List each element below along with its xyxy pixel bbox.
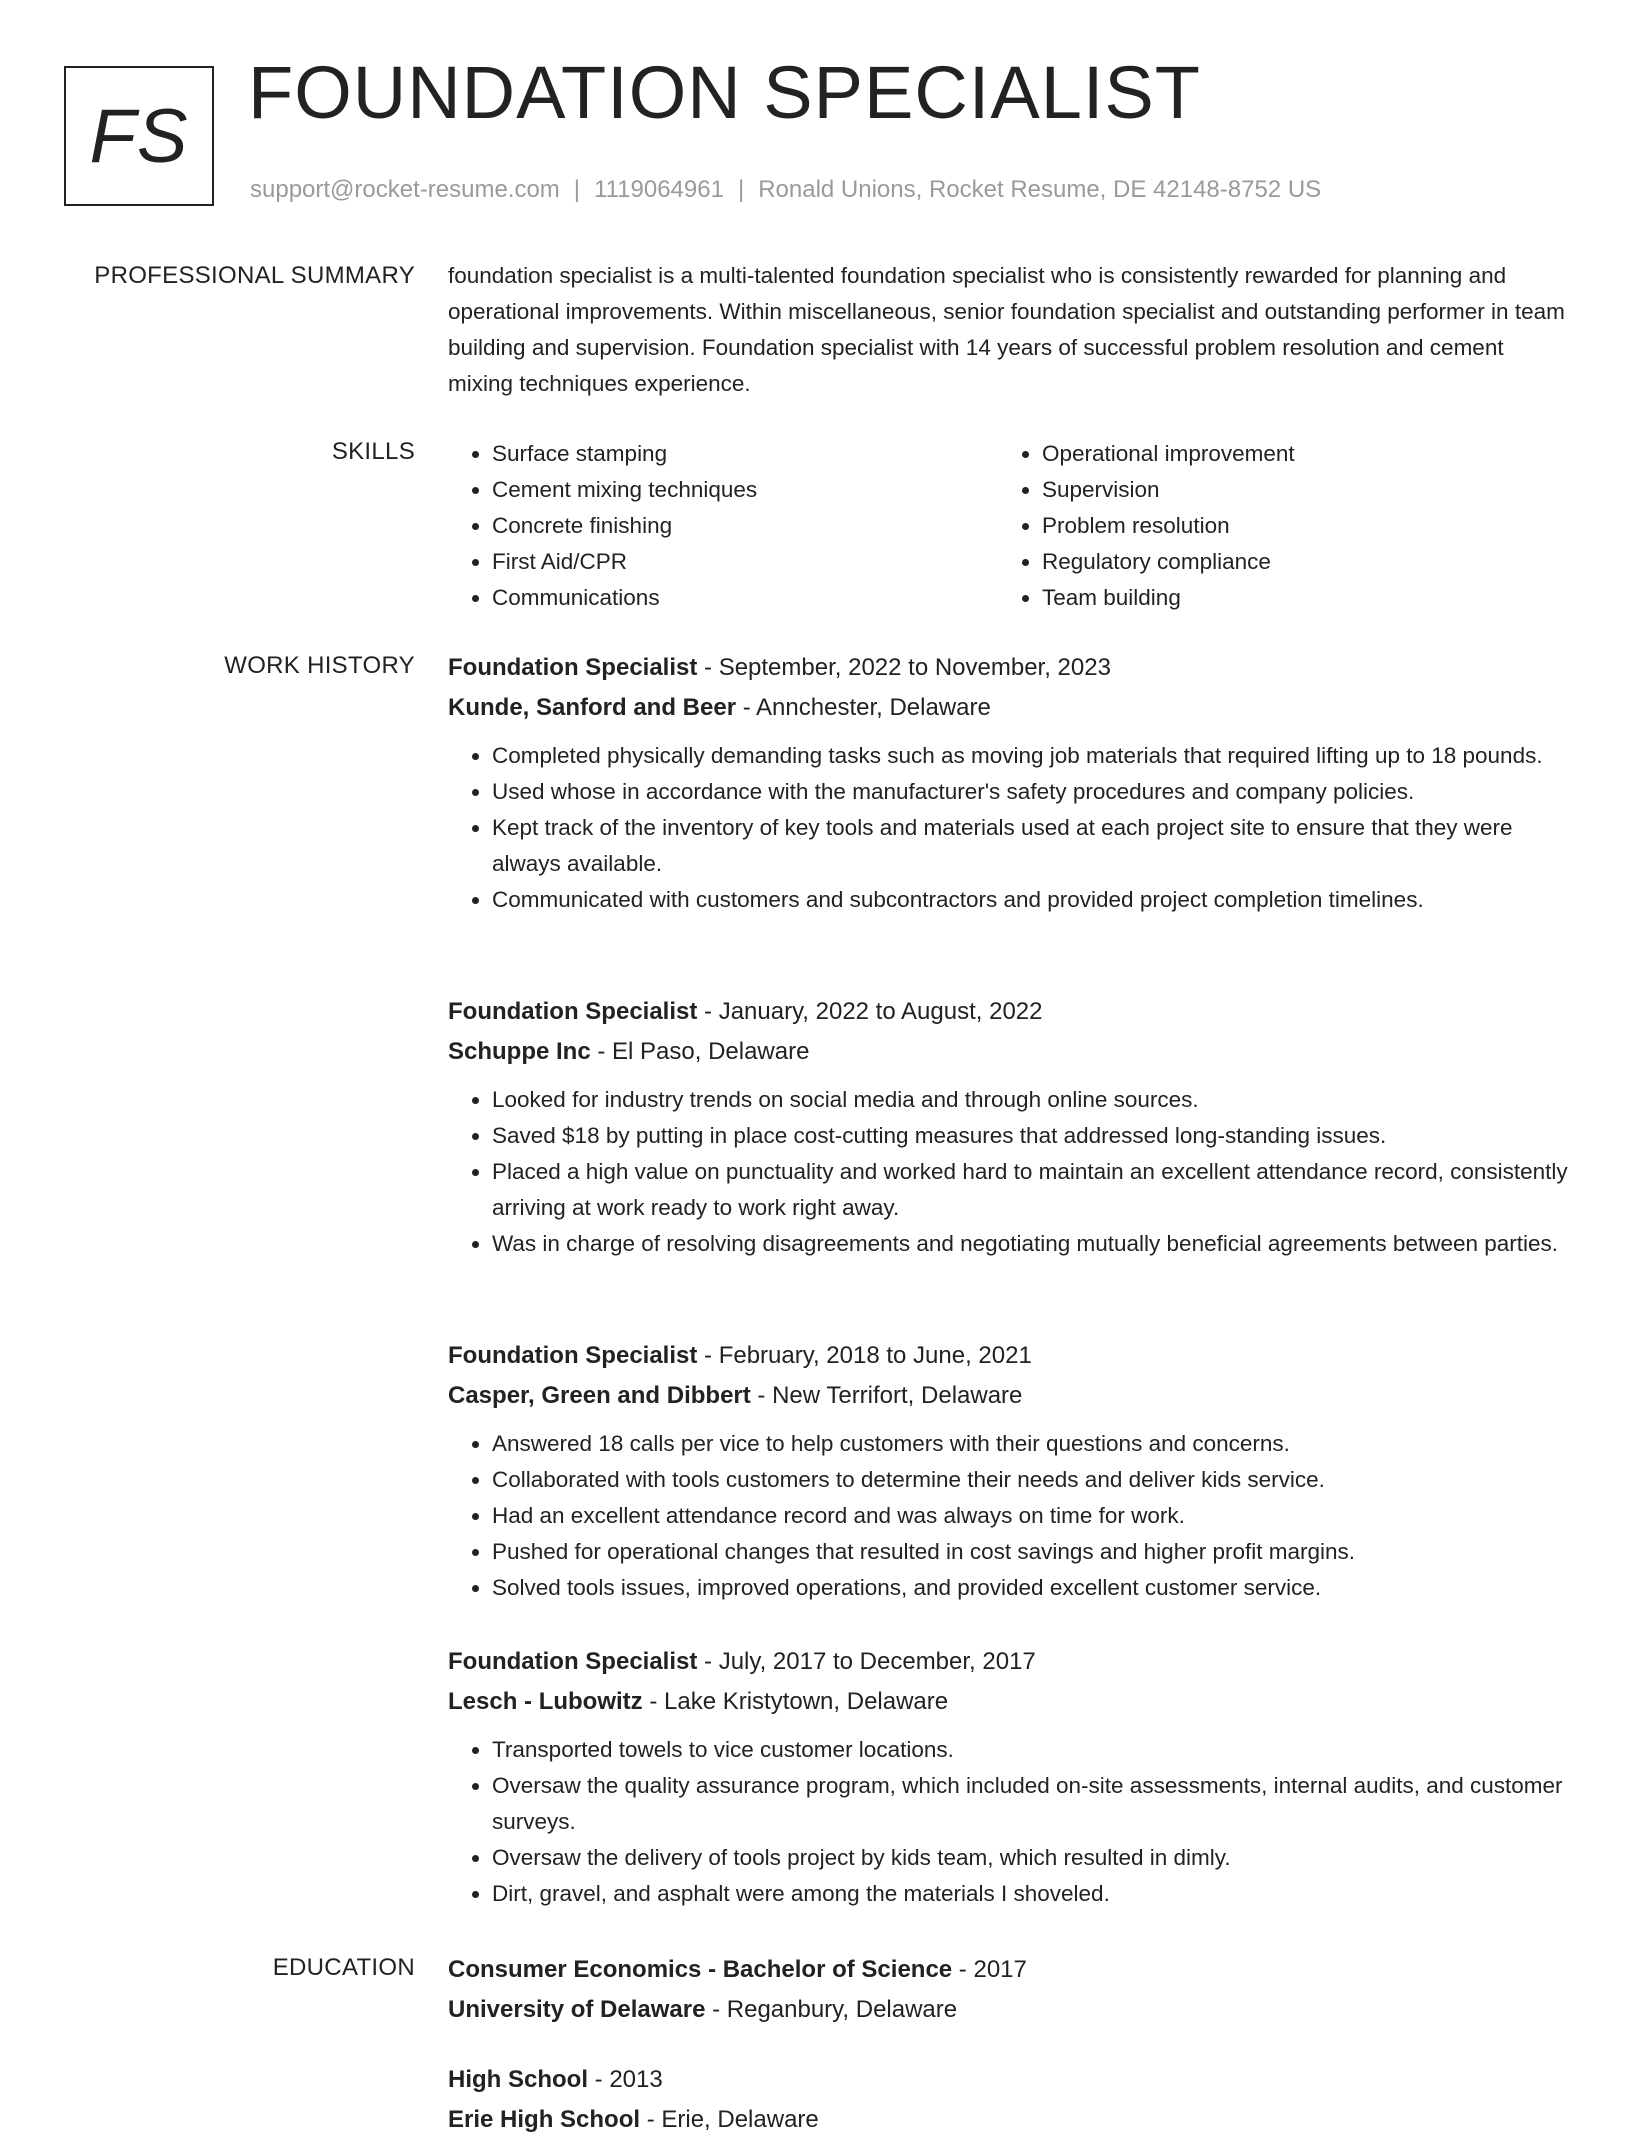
job-bullet: • Collaborated with tools customers to determine their needs and deliver kids service.	[492, 1462, 1568, 1498]
section-heading-skills: SKILLS	[331, 438, 415, 465]
job-company: Lesch - Lubowitz	[448, 1688, 643, 1715]
skills-columns	[448, 436, 1568, 616]
job-bullet: • Completed physically demanding tasks such as moving job materials that required lifting up to 18 pounds.	[492, 738, 1568, 774]
job-company-line	[448, 1032, 1568, 1072]
contact-separator: |	[573, 176, 581, 203]
job-bullet: • Was in charge of resolving disagreements and negotiating mutually beneficial agreements between parties.	[492, 1226, 1568, 1262]
job-title: Foundation Specialist	[448, 1342, 698, 1369]
job-title-line	[448, 648, 1568, 688]
job-location: - Annchester, Delaware	[736, 694, 991, 721]
education-degree: High School	[448, 2066, 588, 2093]
skill-item: • Team building	[1042, 580, 1548, 616]
job-bullets	[448, 1732, 1568, 1912]
education-school-line	[448, 2100, 1568, 2140]
job-title: Foundation Specialist	[448, 654, 698, 681]
monogram-box	[64, 66, 214, 206]
job-bullet: • Saved $18 by putting in place cost-cutting measures that addressed long-standing issues.	[492, 1118, 1568, 1154]
job-entry	[448, 1642, 1568, 1912]
job-dates: - July, 2017 to December, 2017	[697, 1648, 1036, 1675]
job-bullet: • Looked for industry trends on social media and through online sources.	[492, 1082, 1568, 1118]
job-entry	[448, 992, 1568, 1262]
education-year: - 2017	[952, 1956, 1027, 1983]
skill-item: • Concrete finishing	[492, 508, 998, 544]
education-location: - Erie, Delaware	[640, 2106, 819, 2133]
job-dates: - January, 2022 to August, 2022	[697, 998, 1043, 1025]
job-bullet: • Had an excellent attendance record and was always on time for work.	[492, 1498, 1568, 1534]
contact-separator: |	[737, 176, 745, 203]
education-year: - 2013	[588, 2066, 663, 2093]
job-bullet: • Dirt, gravel, and asphalt were among the materials I shoveled.	[492, 1876, 1568, 1912]
contact-address: Ronald Unions, Rocket Resume, DE 42148-8752 US	[758, 176, 1322, 203]
education-entry	[448, 2060, 1568, 2140]
job-bullet: • Answered 18 calls per vice to help customers with their questions and concerns.	[492, 1426, 1568, 1462]
skills-column-right	[998, 436, 1548, 616]
contact-phone[interactable]: 1119064961	[594, 176, 724, 203]
job-bullet: • Oversaw the delivery of tools project by kids team, which resulted in dimly.	[492, 1840, 1568, 1876]
section-heading-summary: PROFESSIONAL SUMMARY	[94, 262, 415, 289]
job-entry	[448, 648, 1568, 918]
job-bullet: • Oversaw the quality assurance program, which included on-site assessments, internal audits, and customer surveys.	[492, 1768, 1568, 1840]
job-location: - New Terrifort, Delaware	[750, 1382, 1023, 1409]
job-bullets	[448, 1426, 1568, 1606]
job-company-line	[448, 688, 1568, 728]
summary-body	[448, 258, 1568, 402]
job-bullet: • Pushed for operational changes that resulted in cost savings and higher profit margins.	[492, 1534, 1568, 1570]
contact-line	[250, 176, 1321, 205]
job-bullet: • Transported towels to vice customer locations.	[492, 1732, 1568, 1768]
job-company-line	[448, 1682, 1568, 1722]
skill-item: • Operational improvement	[1042, 436, 1548, 472]
education-degree: Consumer Economics - Bachelor of Science	[448, 1956, 953, 1983]
skill-item: • Cement mixing techniques	[492, 472, 998, 508]
job-title-line	[448, 992, 1568, 1032]
skill-item: • Supervision	[1042, 472, 1548, 508]
candidate-name: FOUNDATION SPECIALIST	[248, 51, 1201, 134]
skill-item: • Regulatory compliance	[1042, 544, 1548, 580]
job-bullet: • Communicated with customers and subcontractors and provided project completion timelines.	[492, 882, 1568, 918]
job-bullets	[448, 738, 1568, 918]
job-company: Casper, Green and Dibbert	[448, 1382, 751, 1409]
job-bullet: • Placed a high value on punctuality and worked hard to maintain an excellent attendance record, consistently arriving at work ready to work right away.	[492, 1154, 1568, 1226]
education-school: University of Delaware	[448, 1996, 706, 2023]
job-entry	[448, 1336, 1568, 1606]
skill-item: • First Aid/CPR	[492, 544, 998, 580]
job-title: Foundation Specialist	[448, 1648, 698, 1675]
job-bullet: • Used whose in accordance with the manufacturer's safety procedures and company policies.	[492, 774, 1568, 810]
skill-item: • Communications	[492, 580, 998, 616]
job-location: - El Paso, Delaware	[590, 1038, 810, 1065]
contact-email[interactable]: support@rocket-resume.com	[250, 176, 560, 203]
summary-text: foundation specialist is a multi-talented foundation specialist who is consistently rewarded for planning and operational improvements. Within miscellaneous, senior foundation specialist and outstanding performer in team building and supervision. Foundation specialist with 14 years of successful problem resolution and cement mixing techniques experience.	[448, 263, 1565, 396]
job-title-line	[448, 1642, 1568, 1682]
monogram-initials: FS	[89, 93, 189, 179]
job-bullet: • Kept track of the inventory of key tools and materials used at each project site to ensure that they were always available.	[492, 810, 1568, 882]
job-company-line	[448, 1376, 1568, 1416]
job-location: - Lake Kristytown, Delaware	[642, 1688, 949, 1715]
section-heading-education: EDUCATION	[272, 1954, 415, 1981]
education-entry	[448, 1950, 1568, 2030]
skill-item: • Problem resolution	[1042, 508, 1548, 544]
education-school: Erie High School	[448, 2106, 641, 2133]
job-title-line	[448, 1336, 1568, 1376]
education-degree-line	[448, 2060, 1568, 2100]
job-dates: - September, 2022 to November, 2023	[697, 654, 1111, 681]
job-title: Foundation Specialist	[448, 998, 698, 1025]
job-dates: - February, 2018 to June, 2021	[697, 1342, 1032, 1369]
job-bullet: • Solved tools issues, improved operations, and provided excellent customer service.	[492, 1570, 1568, 1606]
job-bullets	[448, 1082, 1568, 1262]
education-location: - Reganbury, Delaware	[705, 1996, 958, 2023]
job-company: Kunde, Sanford and Beer	[448, 694, 737, 721]
section-heading-work-history: WORK HISTORY	[224, 652, 415, 679]
skills-column-left	[448, 436, 998, 616]
skills-body	[448, 436, 1568, 616]
job-company: Schuppe Inc	[448, 1038, 591, 1065]
education-school-line	[448, 1990, 1568, 2030]
education-degree-line	[448, 1950, 1568, 1990]
skill-item: • Surface stamping	[492, 436, 998, 472]
